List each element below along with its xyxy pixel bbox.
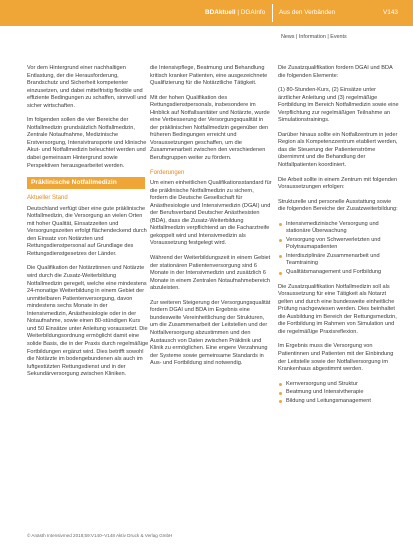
header-divider: [272, 4, 273, 22]
list-item: Versorgung von Schwerverletzten und Polytraumapatienten: [278, 237, 400, 252]
paragraph: Die Zusatzqualifikation fordern DGAI und BDA die folgenden Elemente:: [278, 65, 393, 79]
paragraph: Vor dem Hintergrund einer nachhaltigen Entlastung, der die Herausforderung, Brandschutz und Sicherheit kompetenter einzusetzen, und dabei mittelfristig flexible und effiziente Bedingungen zu schaffen, sinnvoll und sicher wirtschaften.: [27, 65, 147, 109]
page-footer: © Anästh Intensivmed 2018;59:V140–V148 Aktiv Druck & Verlag GmbH: [27, 533, 173, 538]
subnav-links: News | Information | Events: [281, 34, 347, 40]
paragraph: Um einen einheitlichen Qualifikationsstandard für die präklinische Notfallmedizin zu sichern, fordern die Deutsche Gesellschaft für Anästhesiologie und Intensivmedizin (DGAI) und der Berufsverband Deutscher Anästhesisten (BDA), dass die Zusatz-Weiterbildung Notfallmedizin verpflichtend an die Facharztreife gekoppelt wird und Intensivmedizin als Voraussetzung festgelegt wird.: [150, 180, 272, 247]
paragraph: (1) 80-Stunden-Kurs, (2) Einsätze unter ärztlicher Anleitung und (3) regelmäßige Fortbildung im Bereich Notfallmedizin sowie eine Verpflichtung zur regelmäßigen Teilnahme an Simulationstrainings.: [278, 87, 399, 124]
paragraph: Die Zusatzqualifikation Notfallmedizin soll als Voraussetzung für eine Tätigkeit als Notarzt gelten und durch eine bundesweite einheitliche Prüfung nachgewiesen werden. Dies beinhaltet die Ausbildung im Bereich der Rettungsmedizin, die Fortbildung im Rahmen von Simulation und die regelmäßige Praxisreflexion.: [278, 283, 397, 335]
paragraph: Die Arbeit sollte in einem Zentrum mit folgenden Voraussetzungen erfolgen:: [278, 176, 398, 191]
column-right: [278, 65, 400, 412]
list-item: Beatmung und Intensivtherapie: [278, 389, 400, 397]
page-number: V143: [383, 9, 398, 16]
list-item: Intensivmedizinische Versorgung und stationäre Überwachung: [278, 221, 400, 236]
paragraph: Zur weiteren Steigerung der Versorgungsqualität fordern DGAI und BDA im Ergebnis eine bundesweite Vereinheitlichung der Strukturen, um die Zusammenarbeit der Leitstellen und der Notfallversorgung abzustimmen und den Austausch von Daten zwischen Präklinik und Klinik zu ermöglichen. Eine engere Verzahnung der Systeme sowie gemeinsame Standards in Aus- und Fortbildung sind notwendig.: [150, 299, 271, 367]
paragraph: Mit der hohen Qualifikation des Rettungsdienstpersonals, insbesondere im Hinblick auf Notfallsanitäter und Notärzte, wurde eine Verbesserung der Versorgungsqualität in der präklinischen Notfallmedizin gegenüber den früheren Bedingungen erreicht und Voraussetzungen geschaffen, um die Zusammenarbeit zwischen den verschiedenen Berufsgruppen weiter zu fördern.: [150, 94, 270, 162]
list-item: Interdisziplinäre Zusammenarbeit und Teamtraining: [278, 253, 400, 268]
journal-name: BDAktuell | DGAInfo: [205, 9, 266, 16]
header-band: [0, 0, 413, 26]
list-item: Bildung und Leitungsmanagement: [278, 398, 400, 406]
paragraph: die Intensivpflege, Beatmung und Behandlung kritisch kranker Patienten, eine ausgezeichnete Qualifizierung für die Notärztliche Tätigkeit.: [150, 65, 268, 87]
paragraph: Im folgenden sollen die vier Bereiche der Notfallmedizin grundsätzlich Notfallmedizin, Zentrale Notaufnahme, Medizinische Erstversorgung, Intensivtransporte und klinische Akut- und Notfallmedizin beleuchtet werden und dabei gemeinsam Hintergrund sowie Perspektiven herausgearbeitet werden.: [27, 117, 147, 169]
paragraph: Deutschland verfügt über eine gute präklinische Notfallmedizin, die Versorgung an vielen Orten mit hoher Qualität, Einsatzzeiten und Versorgungszeiten erfolgt flächendeckend durch den Einsatz von Notärzten und Rettungsdienstpersonal auf Grundlage des Rettungsdienstgesetzes der Länder.: [27, 205, 147, 257]
paragraph: Die Qualifikation der Notärztinnen und Notärzte wird durch die Zusatz-Weiterbildung Notfallmedizin geregelt, welche eine mindestens 24-monatige Weiterbildung in einem Gebiet der unmittelbaren Patientenversorgung, davon mindestens sechs Monate in der Intensivmedizin, Anästhesiologie oder in der Notaufnahme, sowie einen 80-stündigen Kurs und 50 Einsätze unter Anleitung voraussetzt. Die Weiterbildungsordnung ermöglicht damit eine solide Basis, die in der Praxis durch regelmäßige Fortbildungen ergänzt wird. Dies betrifft sowohl die Notärzte im bodengebundenen als auch im luftgestützten Rettungsdienst und in der Sekundärversorgung zwischen Kliniken.: [27, 265, 149, 378]
paragraph: Strukturelle und personelle Ausstattung sowie die folgenden Bereiche der Zusatzweiterbildung:: [278, 198, 398, 213]
section-title: Aus den Verbänden: [279, 9, 336, 16]
list-item: Kernversorgung und Struktur: [278, 381, 400, 389]
column-middle: [150, 65, 272, 375]
section-heading-bar: Präklinische Notfallmedizin: [27, 177, 145, 189]
column-left: [27, 65, 149, 386]
list-item: Qualitätsmanagement und Fortbildung: [278, 269, 400, 277]
subheading: Forderungen: [150, 169, 185, 176]
bullet-list: [278, 381, 400, 406]
paragraph: Während der Weiterbildungszeit in einem Gebiet der stationären Patientenversorgung sind 6 Monate in der Intensivmedizin und zusätzlich 6 Monate in einem Zentralen Notaufnahmebereich abzuleisten.: [150, 255, 271, 292]
paragraph: Im Ergebnis muss die Versorgung von Patientinnen und Patienten mit der Einbindung der Leitstelle sowie der Notfallversorgung im Krankenhaus abgestimmt werden.: [278, 343, 394, 373]
subheading: Aktueller Stand: [27, 195, 68, 202]
bullet-list: [278, 221, 400, 277]
paragraph: Darüber hinaus sollte ein Notfallzentrum in jeder Region als Kompetenzzentrum etabliert werden, das die Steuerung der Patientenströme übernimmt und die Behandlung der Notfallpatienten koordiniert.: [278, 131, 398, 169]
